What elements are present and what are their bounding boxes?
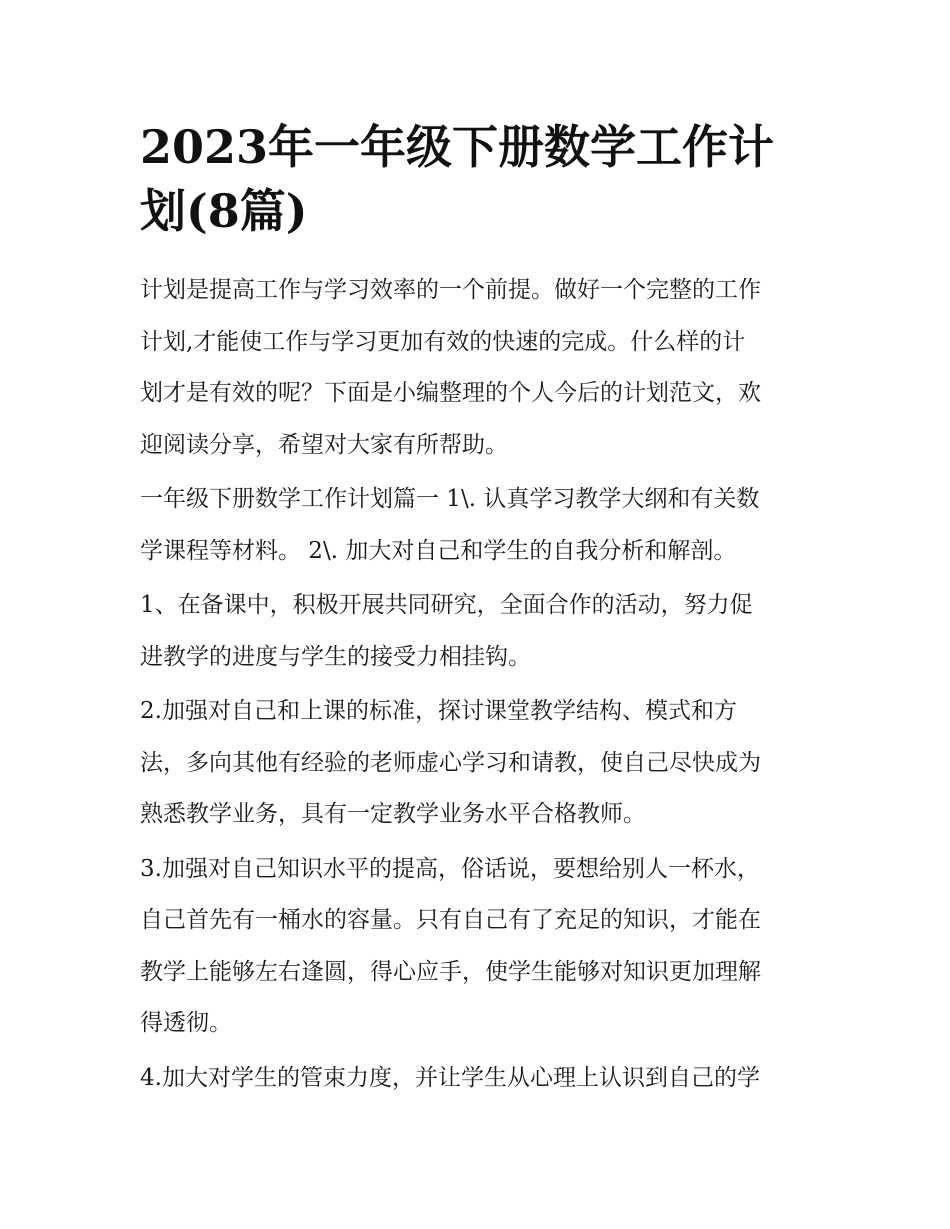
document-body <box>140 265 812 1104</box>
document-content <box>140 115 812 1107</box>
document-title <box>140 115 812 243</box>
title-line: 划(8篇) <box>140 184 308 238</box>
text-line: 得透彻。 <box>140 1010 232 1036</box>
text-line: 法，多向其他有经验的老师虚心学习和请教，使自己尽快成为 <box>140 749 761 776</box>
text-line: 一年级下册数学工作计划篇一 1\. 认真学习教学大纲和有关数 <box>140 486 760 512</box>
title-line: 2023年一年级下册数学工作计 <box>140 120 775 174</box>
item-1-paragraph <box>140 580 812 683</box>
text-line: 计划,才能使工作与学习更加有效的快速的完成。什么样的计 <box>140 328 746 355</box>
text-line: 教学上能够左右逢圆，得心应手，使学生能够对知识更加理解 <box>140 958 761 985</box>
item-4-paragraph <box>140 1053 812 1105</box>
text-line: 熟悉教学业务，具有一定教学业务水平合格教师。 <box>140 801 646 827</box>
text-line: 1、在备课中，积极开展共同研究，全面合作的活动，努力促 <box>140 592 753 618</box>
text-line: 迎阅读分享，希望对大家有所帮助。 <box>140 431 508 458</box>
text-line: 自己首先有一桶水的容量。只有自己有了充足的知识，才能在 <box>140 907 761 933</box>
section-one-paragraph <box>140 474 812 577</box>
text-line: 2.加强对自己和上课的标准，探讨课堂教学结构、模式和方 <box>140 698 737 724</box>
text-line: 4.加大对学生的管束力度，并让学生从心理上认识到自己的学 <box>140 1064 760 1091</box>
text-line: 进教学的进度与学生的接受力相挂钩。 <box>140 643 531 670</box>
text-line: 学课程等材料。 2\. 加大对自己和学生的自我分析和解剖。 <box>140 537 737 564</box>
text-line: 3.加强对自己知识水平的提高，俗话说，要想给别人一杯水， <box>140 855 760 882</box>
item-3-paragraph <box>140 844 812 1050</box>
text-line: 划才是有效的呢？下面是小编整理的个人今后的计划范文，欢 <box>140 380 761 406</box>
intro-paragraph <box>140 265 812 471</box>
item-2-paragraph <box>140 686 812 841</box>
text-line: 计划是提高工作与学习效率的一个前提。做好一个完整的工作 <box>140 277 761 303</box>
